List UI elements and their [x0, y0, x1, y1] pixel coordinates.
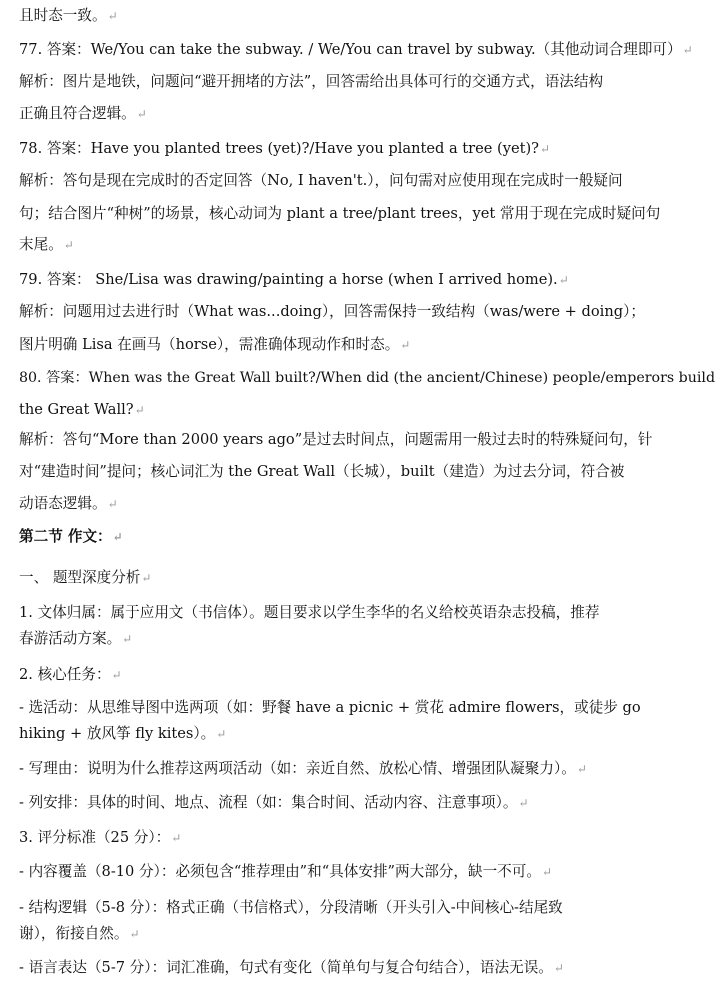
paragraph-mark-icon: ↵ [400, 338, 411, 352]
analysis-80-line-1: 解析：答句“More than 2000 years ago”是过去时间点，问题需用一般过去时的特殊疑问句，针 [19, 431, 653, 448]
bullet-arrangement: - 列安排：具体的时间、地点、流程（如：集合时间、活动内容、注意事项）。↵ [19, 794, 529, 811]
paragraph-mark-icon: ↵ [122, 632, 133, 646]
bullet-structure-line-1: - 结构逻辑（5-8 分）：格式正确（书信格式），分段清晰（开头引入-中间核心-结尾致 [19, 899, 563, 916]
bullet-language: - 语言表达（5-7 分）：词汇准确，句式有变化（简单句与复合句结合），语法无误。↵ [19, 959, 564, 976]
paragraph-mark-icon: ↵ [111, 668, 122, 682]
bullet-content: - 内容覆盖（8-10 分）：必须包含“推荐理由”和“具体安排”两大部分，缺一不可。↵ [19, 863, 553, 880]
bullet-structure-line-2: 谢），衔接自然。↵ [19, 925, 140, 942]
analysis-78-line-3: 末尾。↵ [19, 236, 74, 253]
analysis-79-line-2: 图片明确 Lisa 在画马（horse），需准确体现动作和时态。↵ [19, 336, 411, 353]
analysis-78-line-2: 句；结合图片“种树”的场景，核心动词为 plant a tree/plant trees，yet 常用于现在完成时疑问句 [19, 205, 661, 222]
paragraph-mark-icon: ↵ [518, 796, 529, 810]
bullet-activity-line-1: - 选活动：从思维导图中选两项（如：野餐 have a picnic + 赏花 admire flowers，或徒步 go [19, 699, 641, 716]
paragraph-mark-icon: ↵ [136, 107, 147, 121]
paragraph-mark-icon: ↵ [558, 273, 569, 287]
paragraph-mark-icon: ↵ [134, 403, 145, 417]
item-1-line-2: 春游活动方案。↵ [19, 630, 133, 647]
analysis-80-line-2: 对“建造时间”提问；核心词汇为 the Great Wall（长城），built（建造）为过去分词，符合被 [19, 463, 625, 480]
analysis-80-line-3: 动语态逻辑。↵ [19, 495, 118, 512]
item-1-line-1: 1. 文体归属：属于应用文（书信体）。题目要求以学生李华的名义给校英语杂志投稿，推荐 [19, 604, 600, 621]
answer-80-line-2: the Great Wall?↵ [19, 401, 145, 418]
analysis-78-line-1: 解析：答句是现在完成时的否定回答（No, I haven't.），问句需对应使用现在完成时一般疑问 [19, 172, 623, 189]
analysis-77-line-2: 正确且符合逻辑。↵ [19, 105, 147, 122]
paragraph-mark-icon: ↵ [576, 762, 587, 776]
paragraph-mark-icon: ↵ [129, 927, 140, 941]
paragraph-mark-icon: ↵ [141, 571, 152, 585]
paragraph-mark-icon: ↵ [553, 961, 564, 975]
bullet-activity-line-2: hiking + 放风筝 fly kites）。↵ [19, 725, 227, 742]
answer-78: 78. 答案：Have you planted trees (yet)?/Have you planted a tree (yet)?↵ [19, 140, 551, 157]
item-3-heading: 3. 评分标准（25 分）：↵ [19, 829, 182, 846]
paragraph-mark-icon: ↵ [112, 530, 123, 544]
analysis-77-line-1: 解析：图片是地铁，问题问“避开拥堵的方法”，回答需给出具体可行的交通方式，语法结构 [19, 73, 604, 90]
paragraph-mark-icon: ↵ [216, 727, 227, 741]
item-2-heading: 2. 核心任务：↵ [19, 666, 122, 683]
bullet-reasons: - 写理由：说明为什么推荐这两项活动（如：亲近自然、放松心情、增强团队凝聚力）。↵ [19, 760, 587, 777]
text-line: 且时态一致。↵ [19, 7, 118, 24]
answer-80-line-1: 80. 答案：When was the Great Wall built?/When did (the ancient/Chinese) people/emperors build [19, 370, 716, 386]
paragraph-mark-icon: ↵ [107, 497, 118, 511]
paragraph-mark-icon: ↵ [107, 9, 118, 23]
paragraph-mark-icon: ↵ [682, 43, 693, 57]
subsection-heading: 一、 题型深度分析↵ [19, 569, 152, 586]
answer-79: 79. 答案： She/Lisa was drawing/painting a horse (when I arrived home).↵ [19, 271, 569, 288]
paragraph-mark-icon: ↵ [171, 831, 182, 845]
section-heading: 第二节 作文：↵ [19, 528, 123, 545]
paragraph-mark-icon: ↵ [63, 238, 74, 252]
paragraph-mark-icon: ↵ [540, 142, 551, 156]
answer-77: 77. 答案：We/You can take the subway. / We/You can travel by subway.（其他动词合理即可）↵ [19, 41, 693, 58]
analysis-79-line-1: 解析：问题用过去进行时（What was...doing），回答需保持一致结构（was/were + doing）； [19, 303, 645, 320]
paragraph-mark-icon: ↵ [541, 865, 553, 879]
